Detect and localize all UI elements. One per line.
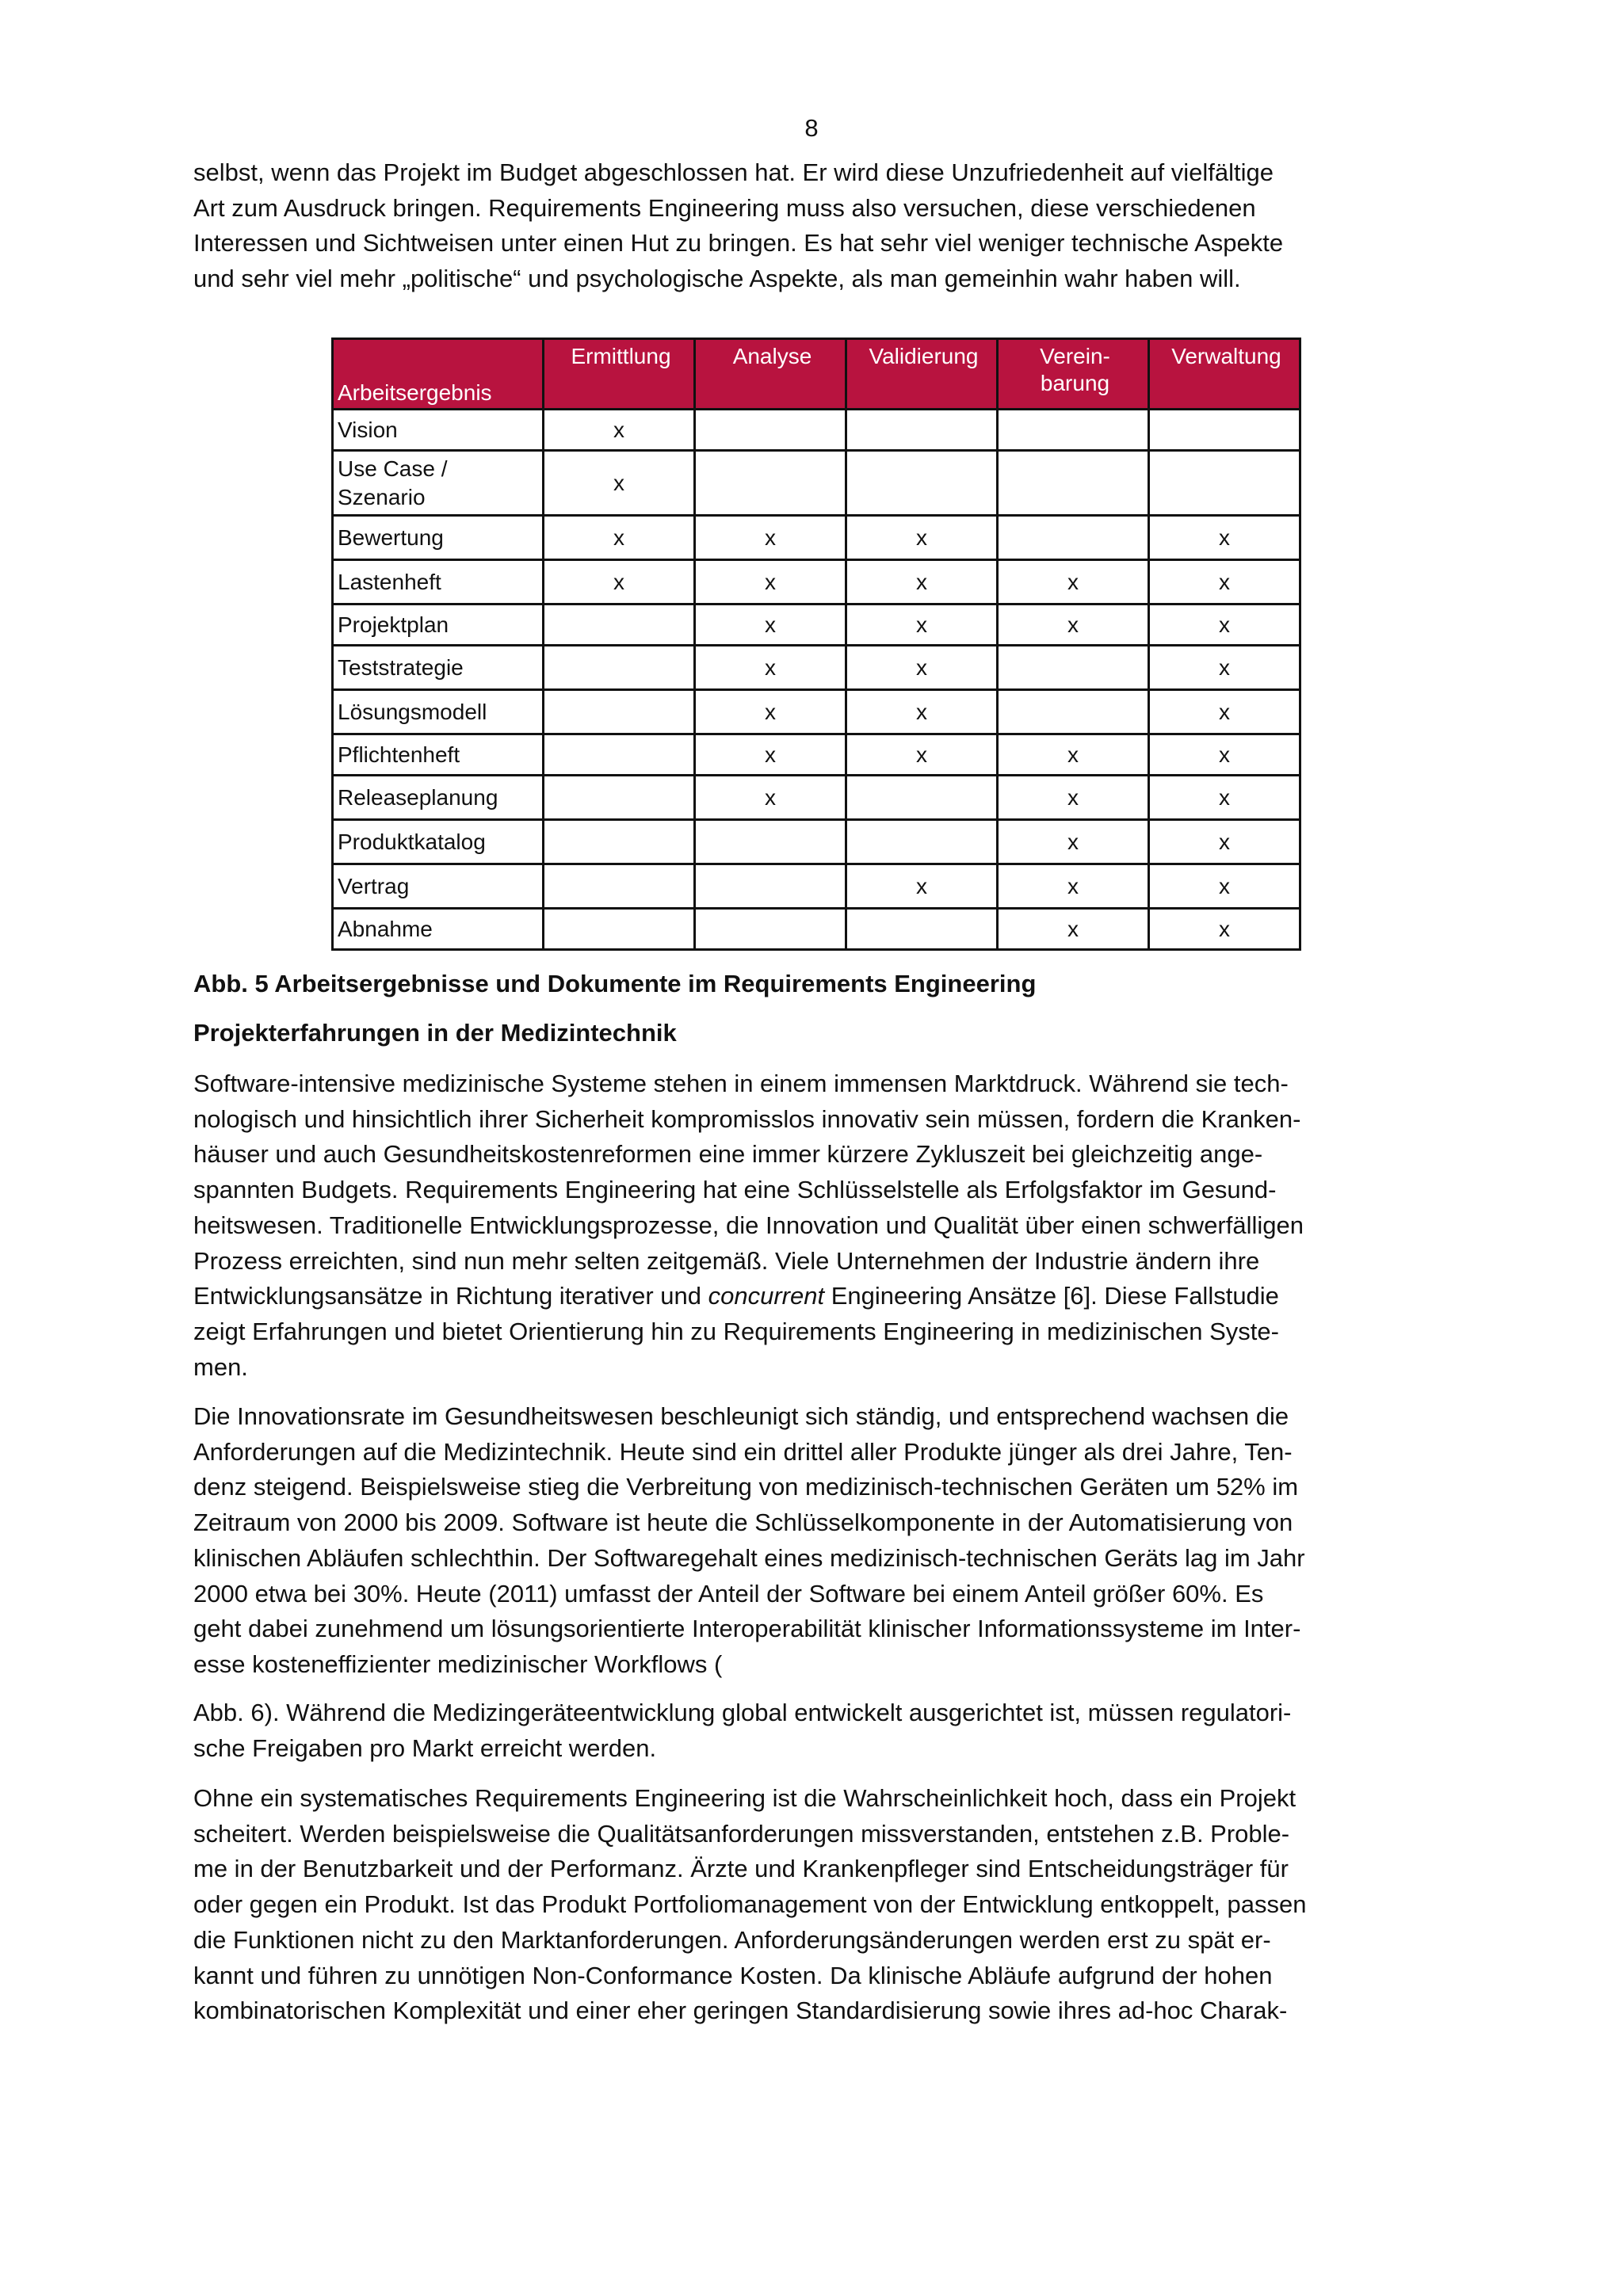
text-line: und sehr viel mehr „politische“ und psychologische Aspekte, als man gemeinhin wahr haben will.: [193, 265, 1241, 293]
mark-cell: [695, 909, 846, 950]
row-label-cell: Lastenheft: [333, 560, 544, 605]
table-row: [333, 734, 1300, 776]
text-line: Software-intensive medizinische Systeme stehen in einem immensen Marktdruck. Während sie tech-: [193, 1070, 1289, 1097]
text-line: sche Freigaben pro Markt erreicht werden.: [193, 1733, 657, 1762]
text-line: Ohne ein systematisches Requirements Engineering ist die Wahrscheinlichkeit hoch, dass ein Projekt: [193, 1784, 1296, 1812]
mark-cell: x: [695, 516, 846, 560]
mark-cell: x: [695, 690, 846, 734]
row-label-cell: Abnahme: [333, 909, 544, 950]
mark-cell: [544, 820, 695, 864]
paragraph-2: [193, 1399, 1445, 1683]
mark-cell: [544, 776, 695, 820]
mark-cell: x: [846, 734, 998, 776]
mark-cell: x: [695, 776, 846, 820]
text-line: selbst, wenn das Projekt im Budget abgeschlossen hat. Er wird diese Unzufriedenheit auf vielfältige: [193, 158, 1274, 186]
paragraph-4: [193, 1781, 1445, 2029]
mark-cell: x: [1149, 690, 1300, 734]
mark-cell: [846, 451, 998, 516]
text-line: zeigt Erfahrungen und bietet Orientierung hin zu Requirements Engineering in medizinischen Syste-: [193, 1317, 1279, 1345]
mark-cell: [998, 451, 1149, 516]
mark-cell: x: [998, 864, 1149, 909]
paragraph-1: [193, 1066, 1445, 1385]
mark-cell: [846, 410, 998, 451]
row-header-cell: Arbeitsergebnis: [333, 339, 544, 410]
mark-cell: [998, 690, 1149, 734]
text-line: Prozess erreichten, sind nun mehr selten zeitgemäß. Viele Unternehmen der Industrie ändern ihre: [193, 1246, 1260, 1275]
text-line: häuser und auch Gesundheitskostenreformen eine immer kürzere Zykluszeit bei gleichzeitig ange-: [193, 1140, 1263, 1169]
text-line: Zeitraum von 2000 bis 2009. Software ist heute die Schlüsselkomponente in der Automatisierung von: [193, 1508, 1293, 1537]
text-line: Die Innovationsrate im Gesundheitswesen beschleunigt sich ständig, und entsprechend wachsen die: [193, 1402, 1289, 1430]
mark-cell: [846, 909, 998, 950]
table-row: [333, 864, 1300, 909]
mark-cell: x: [846, 516, 998, 560]
mark-cell: [695, 451, 846, 516]
row-label-cell: Produktkatalog: [333, 820, 544, 864]
mark-cell: x: [544, 516, 695, 560]
text-line: scheitert. Werden beispielsweise die Qualitätsanforderungen missverstanden, entstehen z.B. Proble-: [193, 1819, 1290, 1848]
mark-cell: x: [998, 909, 1149, 950]
table-row: [333, 909, 1300, 950]
row-label-cell: Releaseplanung: [333, 776, 544, 820]
row-label-cell: Use Case / Szenario: [333, 451, 544, 516]
column-header: Validierung: [846, 339, 998, 410]
mark-cell: [846, 776, 998, 820]
table-row: [333, 451, 1300, 516]
text-line: 2000 etwa bei 30%. Heute (2011) umfasst der Anteil der Software bei einem Anteil größer 60%. Es: [193, 1579, 1264, 1608]
mark-cell: x: [846, 605, 998, 646]
text-line: me in der Benutzbarkeit und der Performanz. Ärzte und Krankenpfleger sind Entscheidungsträger für: [193, 1855, 1289, 1883]
mark-cell: x: [998, 605, 1149, 646]
mark-cell: [544, 646, 695, 690]
text-line: klinischen Abläufen schlechthin. Der Softwaregehalt eines medizinisch-technischen Geräts lag im Jahr: [193, 1543, 1305, 1572]
paragraph-3: [193, 1695, 1445, 1766]
mark-cell: x: [695, 646, 846, 690]
table-row: [333, 516, 1300, 560]
text-line: kombinatorischen Komplexität und einer eher geringen Standardisierung sowie ihres ad-hoc Charak-: [193, 1997, 1288, 2025]
figure-caption: Abb. 5 Arbeitsergebnisse und Dokumente im Requirements Engineering: [193, 970, 1037, 997]
table-row: [333, 410, 1300, 451]
mark-cell: [1149, 451, 1300, 516]
mark-cell: [695, 410, 846, 451]
mark-cell: x: [695, 560, 846, 605]
mark-cell: x: [998, 776, 1149, 820]
mark-cell: [544, 909, 695, 950]
italic-term: concurrent: [708, 1282, 825, 1310]
text-line: esse kosteneffizienter medizinischer Workflows (: [193, 1650, 723, 1678]
text-line: die Funktionen nicht zu den Marktanforderungen. Anforderungsänderungen werden erst zu spät er-: [193, 1925, 1271, 1954]
mark-cell: x: [695, 734, 846, 776]
text-line: men.: [193, 1352, 248, 1381]
work-results-table: [331, 338, 1301, 951]
text-line: heitswesen. Traditionelle Entwicklungsprozesse, die Innovation und Qualität über einen schwerfälligen: [193, 1211, 1304, 1239]
mark-cell: x: [998, 820, 1149, 864]
page-number: 8: [804, 114, 819, 142]
mark-cell: x: [1149, 560, 1300, 605]
mark-cell: x: [1149, 516, 1300, 560]
mark-cell: [998, 410, 1149, 451]
text-fragment: Entwicklungsansätze in Richtung iterativer und: [193, 1282, 708, 1310]
mark-cell: x: [998, 734, 1149, 776]
text-line: Interessen und Sichtweisen unter einen Hut zu bringen. Es hat sehr viel weniger technische Aspekte: [193, 229, 1284, 257]
mark-cell: x: [695, 605, 846, 646]
table-header-row: [333, 339, 1300, 410]
mark-cell: [998, 646, 1149, 690]
mark-cell: x: [544, 410, 695, 451]
row-label-cell: Projektplan: [333, 605, 544, 646]
table-row: [333, 646, 1300, 690]
text-line: kannt und führen zu unnötigen Non-Conformance Kosten. Da klinische Abläufe aufgrund der hohen: [193, 1961, 1273, 1989]
text-line: Art zum Ausdruck bringen. Requirements Engineering muss also versuchen, diese verschiedenen: [193, 193, 1256, 222]
mark-cell: [544, 864, 695, 909]
row-label-cell: Pflichtenheft: [333, 734, 544, 776]
mark-cell: [695, 864, 846, 909]
mark-cell: x: [1149, 909, 1300, 950]
column-header: Ermittlung: [544, 339, 695, 410]
mark-cell: x: [1149, 864, 1300, 909]
mark-cell: x: [544, 451, 695, 516]
mark-cell: [544, 605, 695, 646]
table-row: [333, 820, 1300, 864]
mark-cell: x: [1149, 820, 1300, 864]
text-line: Abb. 6). Während die Medizingeräteentwicklung global entwickelt ausgerichtet ist, müssen regulatori-: [193, 1699, 1292, 1726]
intro-paragraph: [193, 155, 1445, 297]
mark-cell: x: [846, 646, 998, 690]
mark-cell: x: [998, 560, 1149, 605]
row-label-cell: Teststrategie: [333, 646, 544, 690]
mark-cell: x: [544, 560, 695, 605]
column-header: Verein- barung: [998, 339, 1149, 410]
row-label-cell: Vertrag: [333, 864, 544, 909]
mark-cell: x: [1149, 776, 1300, 820]
text-line: spannten Budgets. Requirements Engineering hat eine Schlüsselstelle als Erfolgsfaktor im Gesund-: [193, 1176, 1277, 1204]
table-row: [333, 560, 1300, 605]
mark-cell: [544, 690, 695, 734]
mark-cell: x: [1149, 646, 1300, 690]
table-row: [333, 690, 1300, 734]
mark-cell: [846, 820, 998, 864]
mark-cell: [998, 516, 1149, 560]
text-line: Anforderungen auf die Medizintechnik. Heute sind ein drittel aller Produkte jünger als drei Jahre, Ten-: [193, 1437, 1293, 1466]
text-line: nologisch und hinsichtlich ihrer Sicherheit kompromisslos innovativ sein müssen, fordern die Kranken-: [193, 1104, 1301, 1133]
column-header: Analyse: [695, 339, 846, 410]
text-line: denz steigend. Beispielsweise stieg die Verbreitung von medizinisch-technischen Geräten um 52% im: [193, 1473, 1299, 1501]
row-label-cell: Lösungsmodell: [333, 690, 544, 734]
table-row: [333, 776, 1300, 820]
mark-cell: x: [1149, 605, 1300, 646]
table-row: [333, 605, 1300, 646]
row-label-cell: Vision: [333, 410, 544, 451]
text-line: geht dabei zunehmend um lösungsorientierte Interoperabilität klinischer Informationssysteme im Inter-: [193, 1615, 1301, 1643]
row-label-cell: Bewertung: [333, 516, 544, 560]
mark-cell: x: [1149, 734, 1300, 776]
section-heading: Projekterfahrungen in der Medizintechnik: [193, 1019, 677, 1047]
column-header: Verwaltung: [1149, 339, 1300, 410]
text-line: [193, 1279, 1445, 1314]
text-line: oder gegen ein Produkt. Ist das Produkt Portfoliomanagement von der Entwicklung entkoppelt, passen: [193, 1890, 1307, 1919]
mark-cell: x: [846, 864, 998, 909]
mark-cell: [695, 820, 846, 864]
text-fragment: Engineering Ansätze [6]. Diese Fallstudie: [824, 1282, 1279, 1310]
mark-cell: x: [846, 560, 998, 605]
mark-cell: x: [846, 690, 998, 734]
mark-cell: [544, 734, 695, 776]
mark-cell: [1149, 410, 1300, 451]
